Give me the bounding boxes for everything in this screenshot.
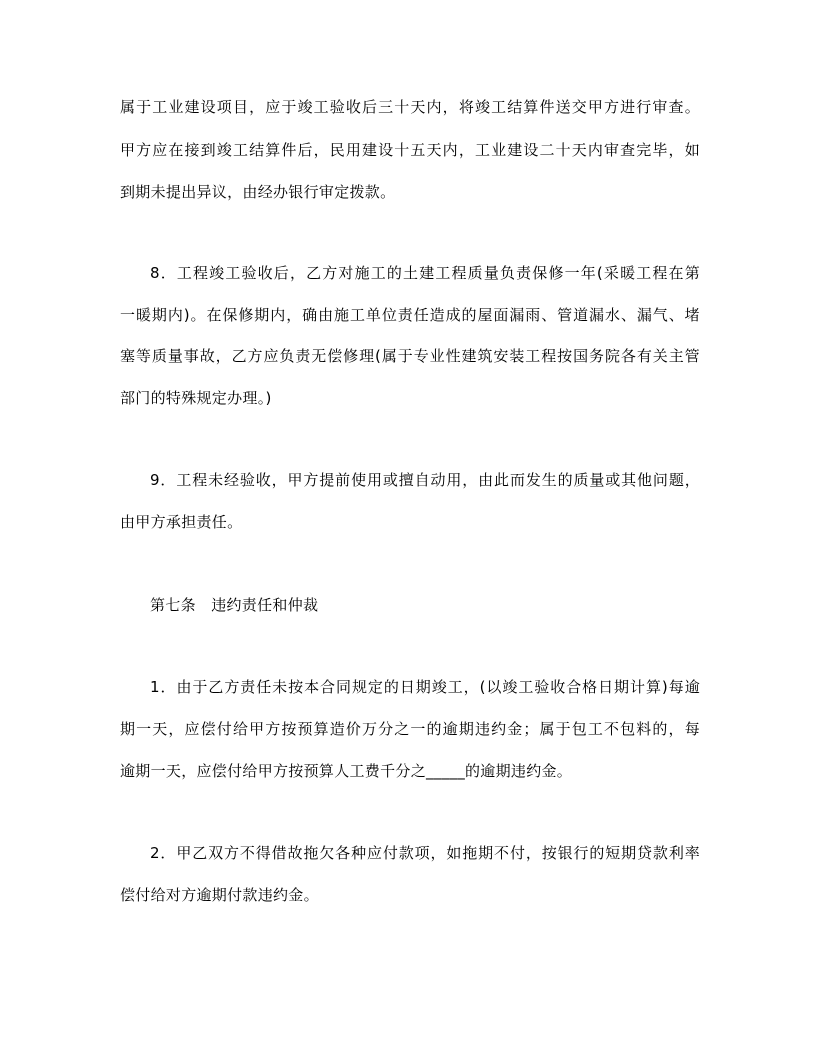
section-heading: 第七条 违约责任和仲裁 — [150, 596, 319, 614]
text-line: 甲方应在接到竣工结算件后，民用建设十五天内，工业建设二十天内审查完毕，如 — [120, 141, 700, 159]
text-line: 8．工程竣工验收后，乙方对施工的土建工程质量负责保修一年(采暖工程在第 — [150, 264, 700, 282]
text-line: 塞等质量事故，乙方应负责无偿修理(属于专业性建筑安装工程按国务院各有关主管 — [120, 347, 700, 365]
text-line: 到期未提出异议，由经办银行审定拨款。 — [120, 183, 396, 201]
text-line: 部门的特殊规定办理。) — [120, 389, 272, 407]
text-line: 1．由于乙方责任未按本合同规定的日期竣工，(以竣工验收合格日期计算)每逾 — [150, 678, 700, 696]
text-line: 由甲方承担责任。 — [120, 513, 243, 531]
text-line: 一暖期内)。在保修期内，确由施工单位责任造成的屋面漏雨、管道漏水、漏气、堵 — [120, 306, 700, 324]
text-line: 期一天，应偿付给甲方按预算造价万分之一的逾期违约金；属于包工不包料的，每 — [120, 720, 700, 738]
text-line: 9．工程未经验收，甲方提前使用或擅自动用，由此而发生的质量或其他问题， — [150, 471, 700, 489]
text-line: 逾期一天，应偿付给甲方按预算人工费千分之_____的逾期违约金。 — [120, 762, 573, 780]
text-line: 2．甲乙双方不得借故拖欠各种应付款项，如拖期不付，按银行的短期贷款利率 — [150, 844, 700, 862]
text-line: 属于工业建设项目，应于竣工验收后三十天内，将竣工结算件送交甲方进行审查。 — [120, 98, 700, 116]
text-line: 偿付给对方逾期付款违约金。 — [120, 886, 319, 904]
